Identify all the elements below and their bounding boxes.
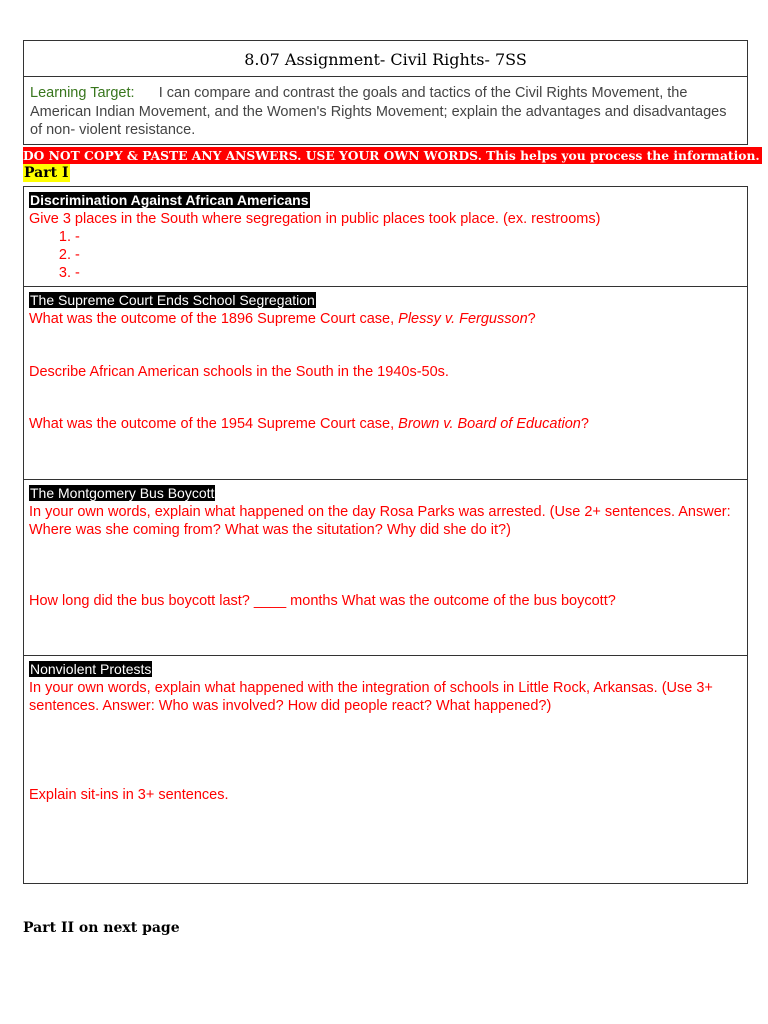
answer-item[interactable]: 1. - — [75, 228, 742, 246]
question-sit-ins: Explain sit-ins in 3+ sentences. — [29, 787, 229, 803]
section-bus-boycott — [23, 479, 748, 656]
question-plessy: What was the outcome of the 1896 Supreme Court case, Plessy v. Fergusson? — [29, 311, 536, 327]
section-heading: The Supreme Court Ends School Segregation — [30, 292, 315, 308]
section-nonviolent-protests — [23, 655, 748, 884]
answer-list — [29, 228, 742, 282]
question-little-rock: In your own words, explain what happened with the integration of schools in Little Rock, Arkansas. (Use 3+ sentences. Answer: Who was involved? How did people react? What happened?) — [29, 680, 713, 714]
learning-target-label: Learning Target: — [30, 85, 135, 101]
question-boycott-length: How long did the bus boycott last? ____ months What was the outcome of the bus boycott? — [29, 593, 616, 609]
section-heading: Discrimination Against African Americans — [30, 192, 309, 208]
section-supreme-court — [23, 286, 748, 480]
question: Give 3 places in the South where segregation in public places took place. (ex. restrooms) — [29, 211, 601, 227]
section-heading: Nonviolent Protests — [30, 661, 152, 677]
case-name: Plessy v. Fergusson — [398, 311, 528, 327]
answer-item[interactable]: 2. - — [75, 246, 742, 264]
answer-item[interactable]: 3. - — [75, 264, 742, 282]
page-title: 8.07 Assignment- Civil Rights- 7SS — [244, 50, 527, 69]
warning-banner: DO NOT COPY & PASTE ANY ANSWERS. USE YOUR OWN WORDS. This helps you process the information. — [23, 148, 760, 163]
case-name: Brown v. Board of Education — [398, 416, 581, 432]
title-box — [23, 40, 748, 77]
part-i-heading: Part I — [24, 165, 69, 181]
section-discrimination — [23, 186, 748, 287]
learning-target-text: I can compare and contrast the goals and tactics of the Civil Rights Movement, the American Indian Movement, and the Women's Rights Movement; explain the advantages and disadvantages of non- violent resistance. — [30, 85, 727, 138]
section-heading: The Montgomery Bus Boycott — [30, 485, 215, 501]
question-schools: Describe African American schools in the South in the 1940s-50s. — [29, 364, 449, 380]
footer-note: Part II on next page — [23, 920, 180, 936]
learning-target-box — [23, 76, 748, 145]
question-rosa-parks: In your own words, explain what happened on the day Rosa Parks was arrested. (Use 2+ sentences. Answer: Where was she coming from? What was the situtation? Why did she do it?) — [29, 504, 731, 538]
question-brown: What was the outcome of the 1954 Supreme Court case, Brown v. Board of Education? — [29, 416, 589, 432]
